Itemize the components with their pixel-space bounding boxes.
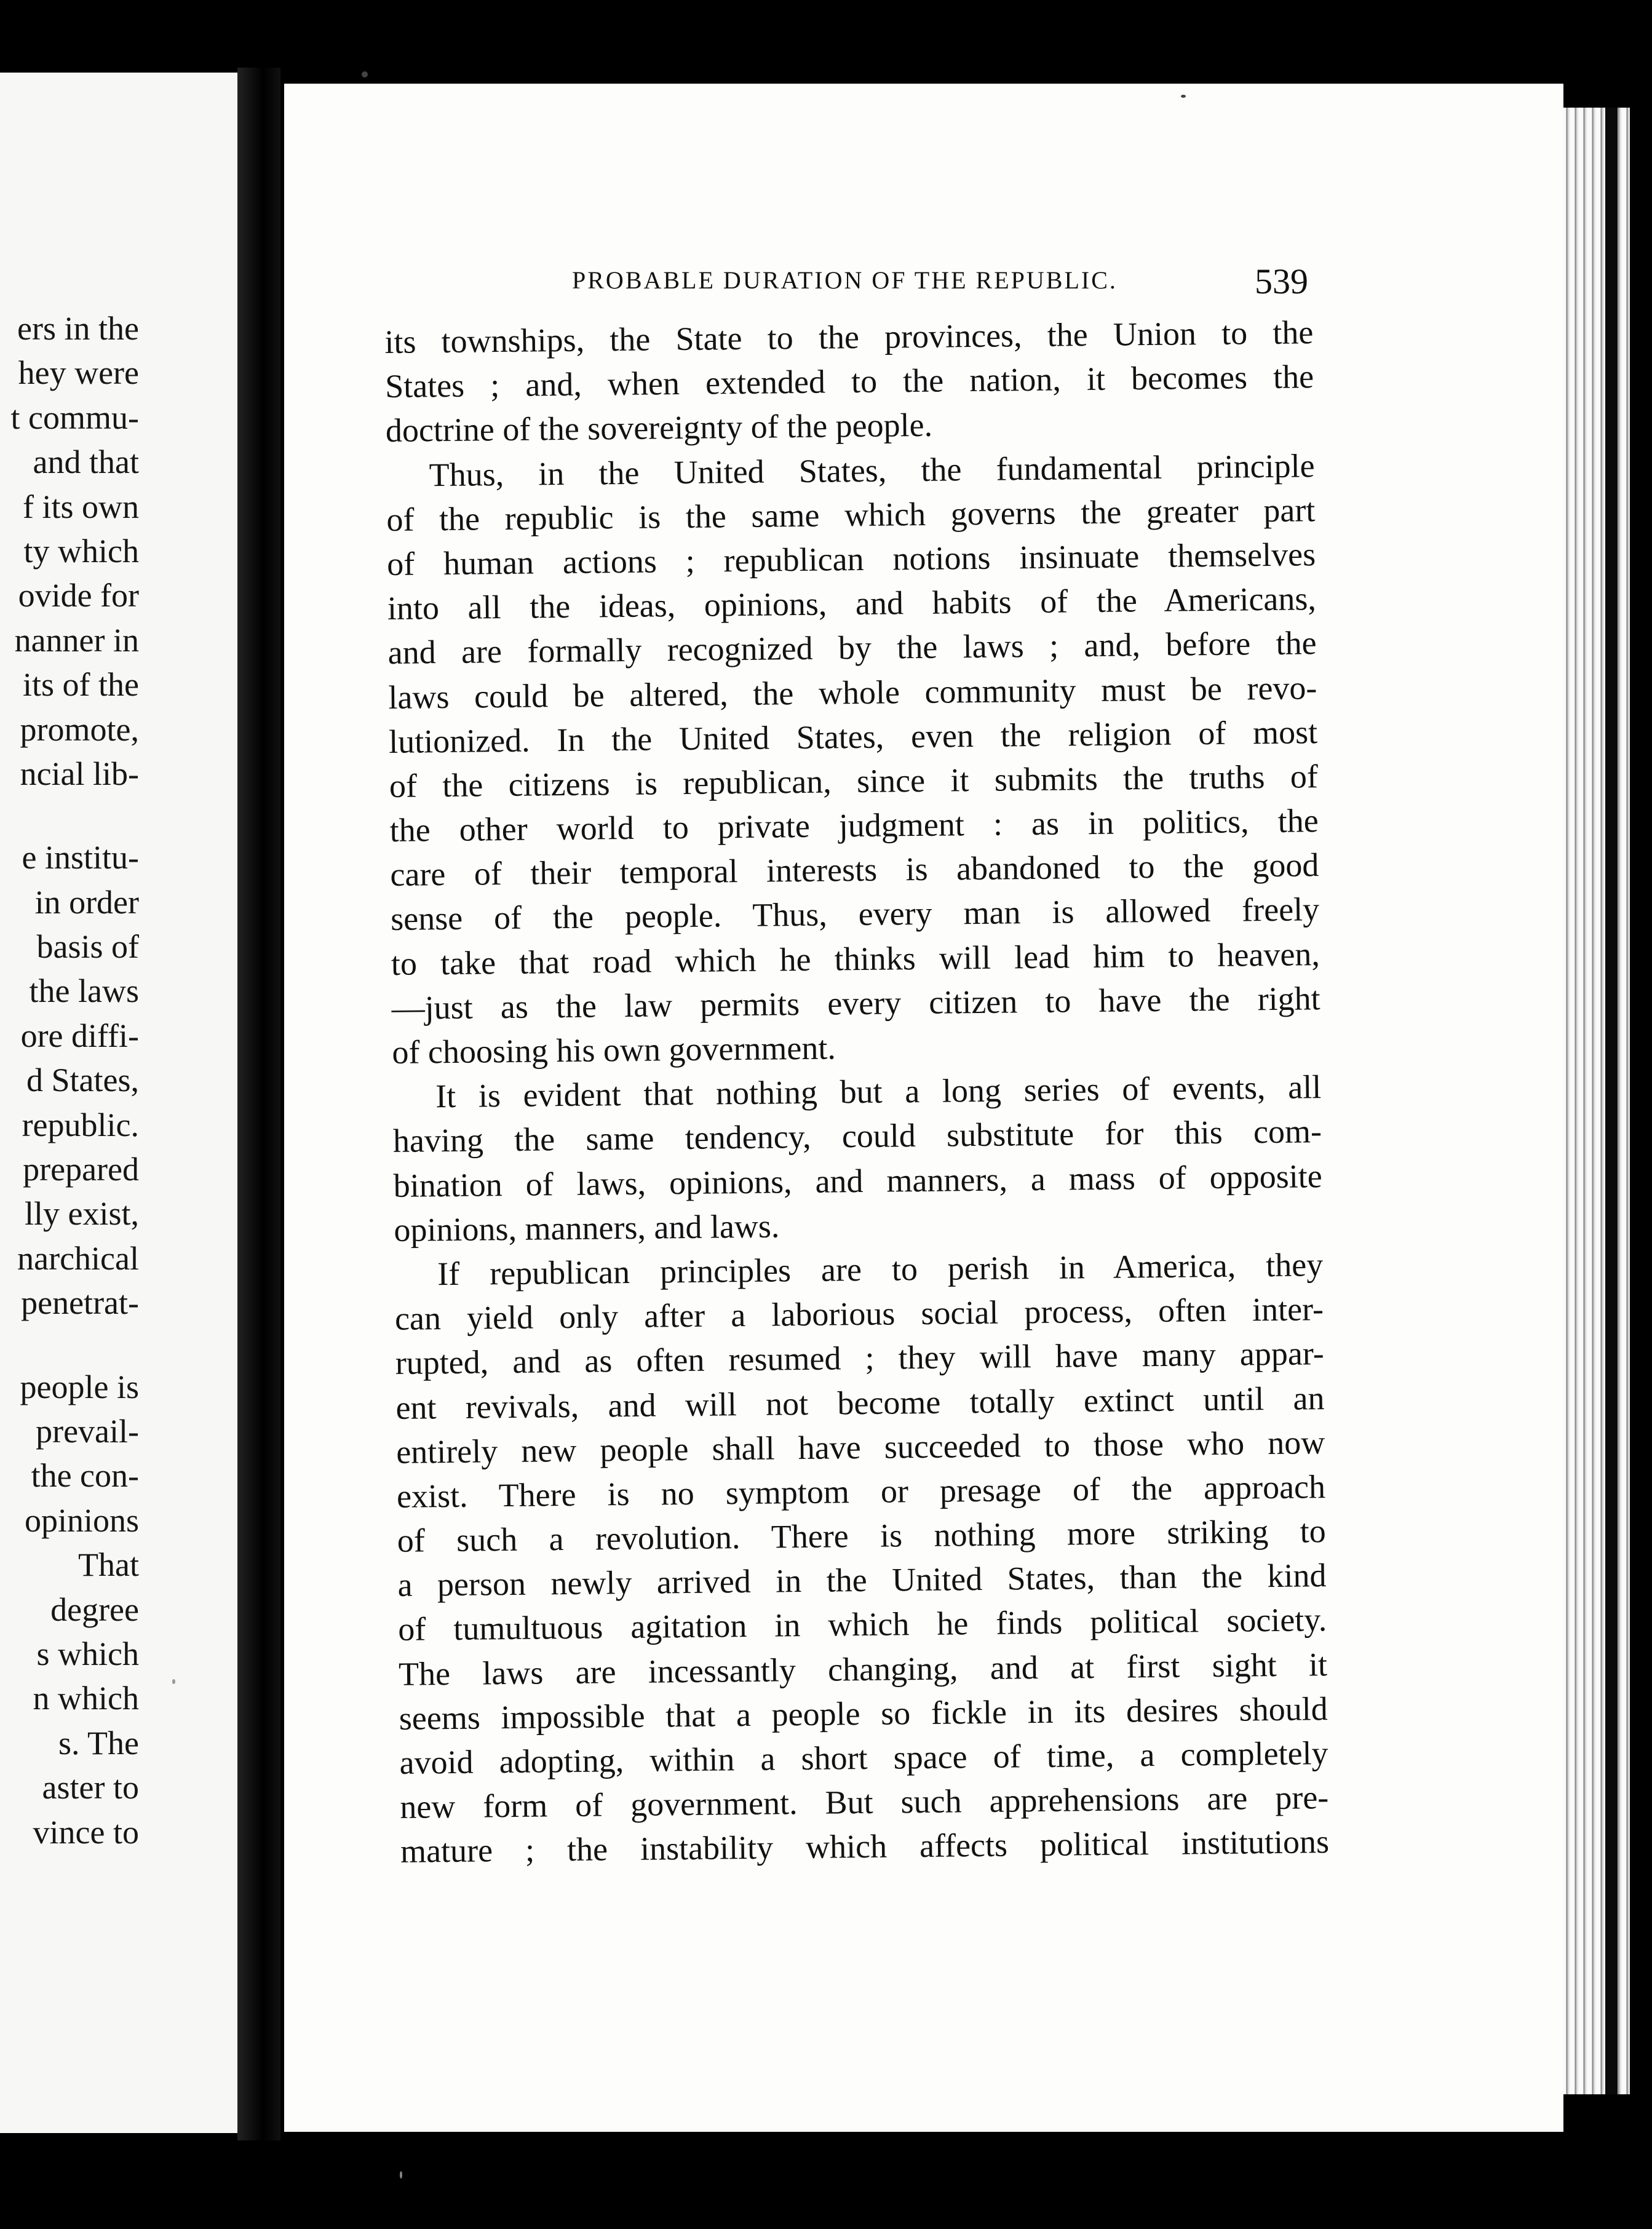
text-line: exist. There is no symptom or presage of the approach	[396, 1468, 1326, 1515]
text-line: of the republic is the same which governs the greater part	[386, 491, 1316, 538]
text-line: new form of government. But such apprehensions are pre-	[400, 1779, 1329, 1826]
text-line: can yield only after a laborious social process, often inter-	[394, 1290, 1324, 1338]
text-line: care of their temporal interests is abandoned to the good	[390, 846, 1319, 894]
text-line: into all the ideas, opinions, and habits of the Americans,	[387, 580, 1317, 627]
text-line: doctrine of the sovereignty of the people.	[385, 407, 933, 450]
left-page-line: in order	[34, 883, 139, 921]
scan-speck	[1181, 95, 1186, 98]
text-line: to take that road which he thinks will lead him to heaven,	[391, 935, 1320, 982]
text-line: of such a revolution. There is nothing more striking to	[397, 1512, 1327, 1559]
text-line: and are formally recognized by the laws ; and, before the	[387, 624, 1317, 672]
left-page-line: people is	[20, 1368, 139, 1405]
text-line: of choosing his own government.	[392, 1029, 836, 1071]
left-page-line: lly exist,	[25, 1195, 139, 1233]
left-page-line: basis of	[36, 928, 139, 966]
left-page-line: opinions	[24, 1501, 139, 1539]
text-line: Thus, in the United States, the fundamental principle	[429, 447, 1315, 493]
left-page-line: degree	[50, 1591, 139, 1628]
text-line: lutionized. In the United States, even the religion of most	[388, 713, 1318, 760]
left-page-line: s. The	[58, 1724, 139, 1762]
paragraph-gap	[4, 796, 139, 835]
left-page-line: e institu-	[22, 839, 139, 876]
left-page-line: narchical	[17, 1239, 139, 1277]
scan-speck	[400, 2171, 402, 2179]
scan-speck	[362, 71, 368, 77]
left-page-line: and that	[33, 443, 139, 481]
text-line: avoid adopting, within a short space of time, a completely	[399, 1734, 1328, 1781]
text-line: If republican principles are to perish in America, they	[437, 1246, 1324, 1293]
left-page-line: ty which	[23, 532, 139, 570]
text-line: The laws are incessantly changing, and at first sight it	[398, 1645, 1328, 1693]
left-page-line: ore diffi-	[20, 1017, 139, 1054]
paragraph-gap	[4, 1325, 139, 1365]
left-page-line: ers in the	[17, 310, 139, 347]
page-number: 539	[1255, 261, 1308, 301]
text-line: sense of the people. Thus, every man is allowed freely	[390, 891, 1320, 938]
paragraph	[386, 443, 1321, 1075]
left-page-line: t commu-	[10, 399, 139, 436]
text-line: —just as the law permits every citizen to have the right	[391, 979, 1320, 1027]
paragraph	[384, 310, 1314, 453]
text-line: It is evident that nothing but a long series of events, all	[435, 1068, 1322, 1115]
text-line: of the citizens is republican, since it submits the truths of	[389, 758, 1319, 805]
left-page-line: aster to	[42, 1769, 139, 1806]
text-line: of human actions ; republican notions insinuate themselves	[386, 536, 1316, 582]
text-line: opinions, manners, and laws.	[394, 1207, 780, 1249]
page-edge-shadow	[1605, 108, 1618, 2094]
left-page-line: its of the	[23, 666, 139, 704]
text-line: laws could be altered, the whole community must be revo-	[388, 669, 1317, 716]
text-line: the other world to private judgment : as in politics, the	[389, 802, 1319, 849]
left-page-line: the laws	[29, 972, 139, 1010]
left-page-line: n which	[33, 1680, 139, 1717]
left-page-line: prepared	[23, 1151, 139, 1188]
running-head: PROBABLE DURATION OF THE REPUBLIC.	[572, 266, 1118, 294]
left-page-line: penetrat-	[21, 1284, 139, 1322]
scan-speck	[172, 1679, 175, 1684]
text-line: mature ; the instability which affects political institutions	[400, 1823, 1330, 1870]
left-page-line: the con-	[31, 1457, 139, 1495]
left-page-line: f its own	[23, 488, 139, 525]
body-text	[384, 310, 1329, 1873]
text-line: rupted, and as often resumed ; they will have many appar-	[395, 1335, 1324, 1382]
paragraph	[392, 1065, 1323, 1252]
page-edges	[1562, 108, 1630, 2094]
text-line: bination of laws, opinions, and manners, a mass of opposite	[393, 1157, 1322, 1204]
book-gutter	[237, 68, 280, 2140]
left-page-line: d States,	[26, 1062, 139, 1099]
left-page-line: s which	[36, 1635, 139, 1672]
left-page-line: vince to	[33, 1813, 139, 1851]
paragraph	[394, 1242, 1330, 1873]
left-page-line: ncial lib-	[20, 755, 139, 792]
text-line: States ; and, when extended to the nation, it becomes the	[384, 358, 1314, 405]
text-line: entirely new people shall have succeeded to those who now	[395, 1423, 1325, 1471]
left-page-line: ovide for	[18, 577, 139, 614]
text-line: of tumultuous agitation in which he finds political society.	[397, 1601, 1327, 1648]
text-line: ent revivals, and will not become totally extinct until an	[395, 1379, 1325, 1426]
left-page-line: nanner in	[14, 621, 139, 659]
text-line: its townships, the State to the provinces, the Union to the	[384, 314, 1314, 360]
text-line: a person newly arrived in the United States, than the kind	[397, 1557, 1327, 1604]
left-page-line: prevail-	[36, 1412, 139, 1450]
left-page-line: promote,	[20, 710, 139, 748]
left-page-fragment	[0, 73, 237, 2133]
left-page-line: That	[78, 1546, 139, 1584]
left-page-line: republic.	[22, 1106, 139, 1143]
text-line: having the same tendency, could substitute for this com-	[392, 1113, 1322, 1160]
text-line: seems impossible that a people so fickle in its desires should	[399, 1690, 1328, 1737]
left-page-line: hey were	[18, 354, 139, 392]
left-page-text	[4, 306, 139, 1854]
